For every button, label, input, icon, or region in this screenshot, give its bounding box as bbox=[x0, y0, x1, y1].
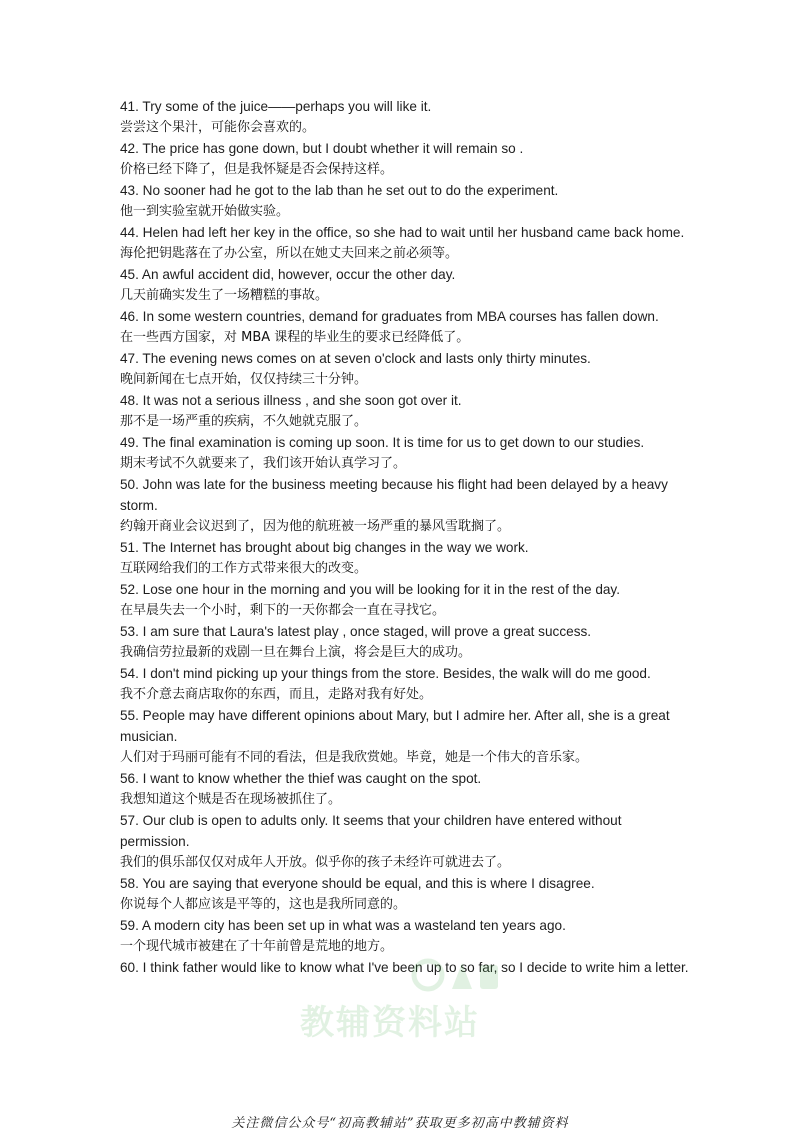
sentence-entry bbox=[120, 474, 690, 537]
sentence-entry bbox=[120, 621, 690, 663]
sentence-entry bbox=[120, 432, 690, 474]
english-sentence: 50. John was late for the business meeting because his flight had been delayed by a heavy storm. bbox=[120, 477, 668, 513]
sentence-entry bbox=[120, 138, 690, 180]
chinese-translation: 你说每个人都应该是平等的，这也是我所同意的。 bbox=[120, 897, 407, 912]
chinese-translation: 互联网给我们的工作方式带来很大的改变。 bbox=[120, 561, 368, 576]
sentence-list bbox=[120, 96, 690, 978]
chinese-translation: 在一些西方国家，对 MBA 课程的毕业生的要求已经降低了。 bbox=[120, 330, 470, 345]
chinese-translation: 我不介意去商店取你的东西，而且，走路对我有好处。 bbox=[120, 687, 433, 702]
english-sentence: 52. Lose one hour in the morning and you will be looking for it in the rest of the day. bbox=[120, 582, 621, 597]
english-sentence: 54. I don't mind picking up your things from the store. Besides, the walk will do me good. bbox=[120, 666, 651, 681]
chinese-translation: 价格已经下降了，但是我怀疑是否会保持这样。 bbox=[120, 162, 394, 177]
sentence-entry bbox=[120, 873, 690, 915]
english-sentence: 53. I am sure that Laura's latest play , once staged, will prove a great success. bbox=[120, 624, 592, 639]
chinese-translation: 约翰开商业会议迟到了，因为他的航班被一场严重的暴风雪耽搁了。 bbox=[120, 519, 511, 534]
english-sentence: 41. Try some of the juice——perhaps you will like it. bbox=[120, 99, 432, 114]
chinese-translation: 晚间新闻在七点开始，仅仅持续三十分钟。 bbox=[120, 372, 368, 387]
footer-note: 关注微信公众号“初高教辅站”获取更多初高中教辅资料 bbox=[231, 1116, 569, 1131]
english-sentence: 47. The evening news comes on at seven o'clock and lasts only thirty minutes. bbox=[120, 351, 591, 366]
sentence-entry bbox=[120, 96, 690, 138]
sentence-entry bbox=[120, 537, 690, 579]
sentence-entry bbox=[120, 390, 690, 432]
sentence-entry bbox=[120, 348, 690, 390]
sentence-entry bbox=[120, 957, 690, 978]
english-sentence: 44. Helen had left her key in the office, so she had to wait until her husband came back home. bbox=[120, 225, 685, 240]
watermark-text: 教辅资料站 bbox=[300, 1003, 480, 1043]
sentence-entry bbox=[120, 306, 690, 348]
english-sentence: 43. No sooner had he got to the lab than he set out to do the experiment. bbox=[120, 183, 559, 198]
english-sentence: 45. An awful accident did, however, occur the other day. bbox=[120, 267, 456, 282]
sentence-entry bbox=[120, 915, 690, 957]
sentence-entry bbox=[120, 663, 690, 705]
english-sentence: 58. You are saying that everyone should be equal, and this is where I disagree. bbox=[120, 876, 595, 891]
english-sentence: 48. It was not a serious illness , and she soon got over it. bbox=[120, 393, 462, 408]
chinese-translation: 人们对于玛丽可能有不同的看法，但是我欣赏她。毕竟，她是一个伟大的音乐家。 bbox=[120, 750, 589, 765]
chinese-translation: 我确信劳拉最新的戏剧一旦在舞台上演，将会是巨大的成功。 bbox=[120, 645, 472, 660]
sentence-entry bbox=[120, 180, 690, 222]
sentence-entry bbox=[120, 222, 690, 264]
chinese-translation: 在早晨失去一个小时，剩下的一天你都会一直在寻找它。 bbox=[120, 603, 446, 618]
chinese-translation: 期末考试不久就要来了，我们该开始认真学习了。 bbox=[120, 456, 407, 471]
sentence-entry bbox=[120, 810, 690, 873]
english-sentence: 51. The Internet has brought about big changes in the way we work. bbox=[120, 540, 529, 555]
chinese-translation: 几天前确实发生了一场糟糕的事故。 bbox=[120, 288, 329, 303]
sentence-entry bbox=[120, 579, 690, 621]
chinese-translation: 尝尝这个果汁，可能你会喜欢的。 bbox=[120, 120, 316, 135]
sentence-entry bbox=[120, 705, 690, 768]
sentence-entry bbox=[120, 264, 690, 306]
english-sentence: 49. The final examination is coming up soon. It is time for us to get down to our studies. bbox=[120, 435, 645, 450]
chinese-translation: 他一到实验室就开始做实验。 bbox=[120, 204, 290, 219]
chinese-translation: 一个现代城市被建在了十年前曾是荒地的地方。 bbox=[120, 939, 394, 954]
watermark bbox=[300, 995, 520, 1055]
english-sentence: 42. The price has gone down, but I doubt whether it will remain so . bbox=[120, 141, 524, 156]
english-sentence: 46. In some western countries, demand for graduates from MBA courses has fallen down. bbox=[120, 309, 659, 324]
chinese-translation: 我想知道这个贼是否在现场被抓住了。 bbox=[120, 792, 342, 807]
english-sentence: 56. I want to know whether the thief was caught on the spot. bbox=[120, 771, 482, 786]
chinese-translation: 我们的俱乐部仅仅对成年人开放。似乎你的孩子未经许可就进去了。 bbox=[120, 855, 511, 870]
english-sentence: 60. I think father would like to know what I've been up to so far, so I decide to write him a letter. bbox=[120, 960, 689, 975]
chinese-translation: 那不是一场严重的疾病，不久她就克服了。 bbox=[120, 414, 368, 429]
english-sentence: 57. Our club is open to adults only. It seems that your children have entered without permission. bbox=[120, 813, 622, 849]
sentence-entry bbox=[120, 768, 690, 810]
chinese-translation: 海伦把钥匙落在了办公室，所以在她丈夫回来之前必须等。 bbox=[120, 246, 459, 261]
english-sentence: 59. A modern city has been set up in what was a wasteland ten years ago. bbox=[120, 918, 566, 933]
english-sentence: 55. People may have different opinions about Mary, but I admire her. After all, she is a great musician. bbox=[120, 708, 670, 744]
